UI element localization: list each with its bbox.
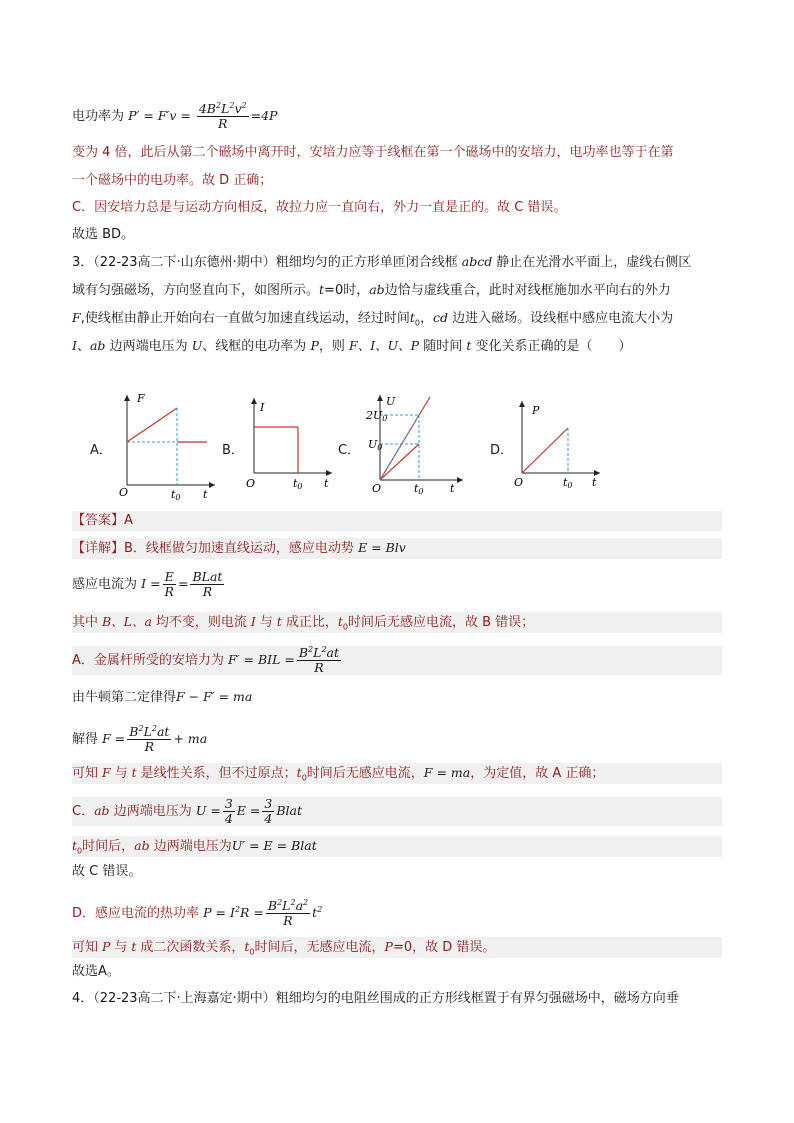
text: 使线框由静止开始向右一直做匀加速直线运动，经过时间 [84,311,410,326]
formula-power: P′ = F′v = $\frac{4B^2L^2v^2}{R}$ =4P [128,100,278,131]
text: 可知 [72,940,99,955]
text: D．感应电流的热功率 [72,906,200,921]
svg-text:t0: t0 [563,476,573,490]
svg-text:t0: t0 [171,488,181,502]
text: 时， [343,283,370,298]
text: 静止在光滑水平面上，虚线右侧区 [496,255,692,270]
c-after-line: $t_0$时间后，ab 边两端电压为U′ = E = Blat [72,836,722,857]
text: 成二次函数关系， [140,940,245,955]
text: 时间后无感应电流， [306,766,424,781]
text-line: 一个磁场中的电功率。故 D 正确； [72,173,273,188]
svg-text:t: t [324,477,329,490]
text: 时间后，无感应电流， [254,940,385,955]
force-line [127,408,177,442]
text: 边两端电压为 [109,339,188,354]
c-wrong-line: 故 C 错误。 [72,864,142,879]
text-line: 变为 4 倍，此后从第二个磁场中离开时，安培力应等于线框在第一个磁场中的安培力，电功率也等于在第 [72,145,674,160]
option-d-label: D． [490,443,514,458]
text: C． [72,804,95,819]
svg-text:O: O [246,477,256,490]
newton-line: 由牛顿第二定律得F − F′ = ma [72,689,253,705]
text: ，故 D 错误。 [412,940,496,955]
svg-text:t0: t0 [293,477,303,491]
power-formula-line [72,102,722,131]
detail-line: 【详解】B．线框做匀加速直线运动，感应电动势 E = Blv [72,538,722,559]
solve-line: 解得 F = $\frac{B^2L^2at}{R}$ + ma [72,723,208,754]
text: A．金属杆所受的安培力为 [72,653,224,668]
svg-text:I: I [260,401,265,414]
text: 3．（22-23高二下·山东德州·期中）粗细均匀的正方形单匝闭合线框 [72,255,458,270]
text: 变化关系正确的是（ ） [475,339,632,354]
option-b-label: B． [222,443,244,458]
text: ，则 [318,339,345,354]
option-c-label: C． [338,443,361,458]
question-3-line-3: F,使线框由静止开始向右一直做匀加速直线运动，经过时间$t_0$，cd 边进入磁场。设线框中感应电流大小为 [72,310,674,328]
svg-text:t0: t0 [414,482,424,496]
question-4-line: 4．（22-23高二下·上海嘉定·期中）粗细均匀的电阻丝围成的正方形线框置于有界匀强磁场中，磁场方向垂 [72,991,679,1006]
text: 域有匀强磁场，方向竖直向下，如图所示。 [72,283,320,298]
svg-text:O: O [372,482,382,495]
question-3-line-4: I、ab 边两端电压为 U、线框的电功率为 P，则 F、I、U、P 随时间 t 变化关系正确的是（ ） [72,338,632,354]
text: 【详解】B．线框做匀加速直线运动，感应电动势 [72,541,354,556]
text: 由牛顿第二定律得 [72,690,177,705]
d-line: D．感应电流的热功率 $P = I^2R$ = $\frac{B^2L^2a^2}{R}$ $t^2$ [72,897,323,928]
answer-line: 【答案】A [72,511,722,531]
text: 解得 [72,732,99,747]
svg-text:U: U [386,395,396,408]
text: 感应电流为 [72,577,138,592]
text: 随时间 [423,339,463,354]
x-label: t [203,488,208,501]
text-line: 故选 BD。 [72,227,135,242]
text: 边恰与虚线重合，此时对线框施加水平向右的外力 [384,283,671,298]
graph-b [242,395,337,499]
text: 、线框的电功率为 [202,339,307,354]
choose-line: 故选A。 [72,964,120,979]
text: 可知 [72,766,99,781]
text: 时间后， [82,839,135,854]
b-line: 其中 B、L、a 均不变，则电流 I 与 t 成正比，$t_0$时间后无感应电流，故 B 错误； [72,612,722,633]
svg-text:O: O [514,476,524,489]
c-line: C．ab 边两端电压为 U = $\frac{3}{4}$ E = $\frac{3}{4}$ Blat [72,797,722,826]
d-conclusion-line: 可知 P 与 t 成二次函数关系，$t_0$时间后，无感应电流，P=0，故 D 错误。 [72,937,722,958]
text: 均不变，则电流 [155,615,247,630]
a-line: A．金属杆所受的安培力为 F′ = BIL = $\frac{B^2L^2at}{R}$ [72,646,722,675]
svg-text:P: P [532,404,540,417]
question-3-line-2: 域有匀强磁场，方向竖直向下，如图所示。t=0时，ab边恰与虚线重合，此时对线框施加水平向右的外力 [72,282,671,298]
graph-d [510,398,605,497]
svg-text:t: t [592,476,597,489]
text-power-label: 电功率为 [72,109,125,124]
text: ，为定值，故 A 正确； [470,766,605,781]
graph-a [115,390,220,509]
text: 边两端电压为 [153,839,232,854]
a-conclusion-line: 可知 F 与 t 是线性关系，但不过原点；$t_0$时间后无感应电流，F = ma，为定值，故 A 正确； [72,763,722,784]
text-line: C．因安培力总是与运动方向相反，故拉力应一直向右，外力一直是正的。故 C 错误。 [72,200,567,215]
option-a-label: A． [90,443,112,458]
graph-c [368,393,468,502]
svg-text:U0: U0 [368,438,383,452]
text: 其中 [72,615,99,630]
text: 时间后无感应电流，故 B 错误； [347,615,535,630]
origin-label: O [119,486,129,499]
y-label: F [137,392,145,405]
question-3-line-1: 3．（22-23高二下·山东德州·期中）粗细均匀的正方形单匝闭合线框 abcd 静止在光滑水平面上，虚线右侧区 [72,254,692,270]
svg-text:2U0: 2U0 [366,409,388,423]
text: 边进入磁场。设线框中感应电流大小为 [452,311,674,326]
text: 成正比， [285,615,338,630]
svg-text:t: t [450,482,455,495]
text: 边两端电压为 [113,804,192,819]
text: 是线性关系，但不过原点； [140,766,297,781]
current-line: 感应电流为 I = $\frac{E}{R}$ = $\frac{\text{BLat}}{R}$ [72,569,223,599]
